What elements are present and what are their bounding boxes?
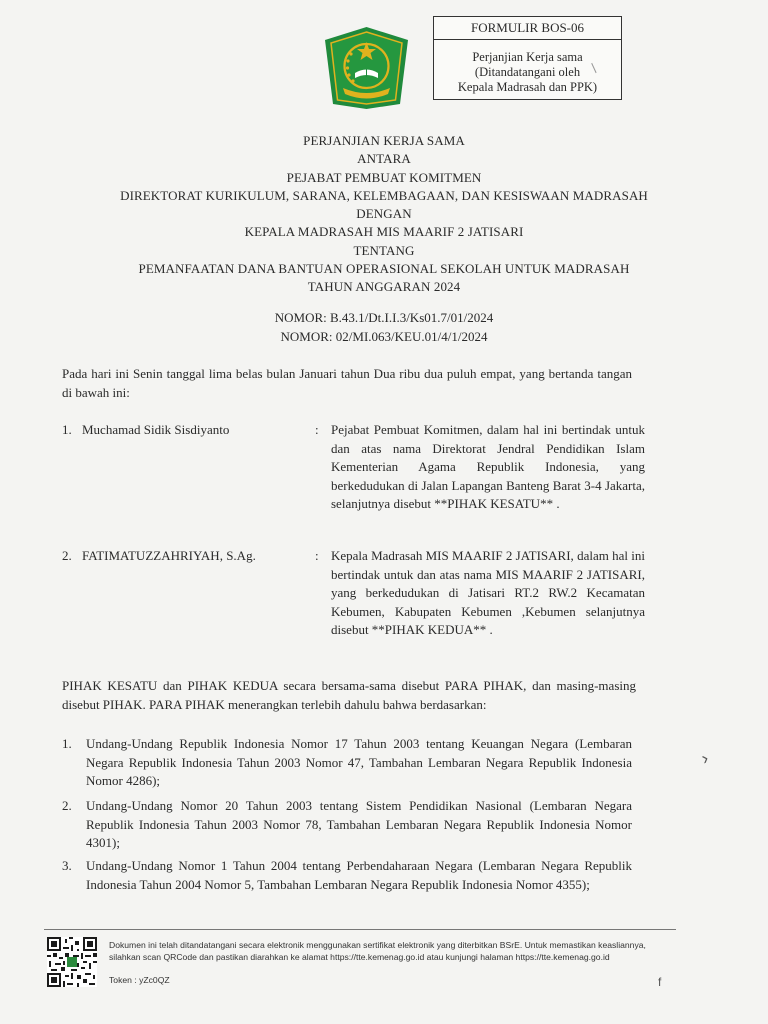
scan-mark: › [698, 747, 712, 769]
footer-token: Token : yZc0QZ [109, 975, 170, 985]
kemenag-logo-icon [324, 26, 409, 110]
footer-divider [44, 929, 676, 930]
party-colon: : [315, 422, 319, 437]
list-text: Undang-Undang Republik Indonesia Nomor 17 Tahun 2003 tentang Keuangan Negara (Lembaran Negara Republik Indonesia Tahun 2003 Nomor 47, Tambahan Lembaran Negara Republik Indonesia Nomor 4286); [86, 736, 632, 788]
title-line: ANTARA [357, 151, 411, 167]
qr-code-icon[interactable] [47, 937, 97, 987]
title-line: PEMANFAATAN DANA BANTUAN OPERASIONAL SEKOLAH UNTUK MADRASAH [138, 261, 630, 277]
party-name: Muchamad Sidik Sisdiyanto [82, 422, 230, 437]
party-name: FATIMATUZZAHRIYAH, S.Ag. [82, 548, 256, 563]
party-1 [62, 421, 646, 516]
list-number: 2. [62, 798, 72, 813]
title-line: TENTANG [353, 242, 415, 258]
title-line: TAHUN ANGGARAN 2024 [307, 279, 461, 295]
title-line: KEPALA MADRASAH MIS MAARIF 2 JATISARI [244, 224, 524, 240]
party-description: Pejabat Pembuat Komitmen, dalam hal ini bertindak untuk dan atas nama Direktorat Jendral Pendidikan Islam Kementerian Agama Republik Indonesia, yang berkedudukan di Jalan Lapangan Banteng Barat 3-4 Jakarta, selanjutnya disebut **PIHAK KESATU** . [331, 422, 645, 511]
title-line: DENGAN [356, 206, 412, 222]
list-number: 1. [62, 736, 72, 751]
list-text: Undang-Undang Nomor 20 Tahun 2003 tentang Sistem Pendidikan Nasional (Lembaran Negara Republik Indonesia Tahun 2003 Nomor 78, Tambahan Lembaran Negara Republik Indonesia Nomor 4301); [86, 798, 632, 850]
party-description: Kepala Madrasah MIS MAARIF 2 JATISARI, dalam hal ini bertindak untuk dan atas nama MIS MAARIF 2 JATISARI, yang berkedudukan di Jatisari RT.2 RW.2 Kecamatan Kebumen, Kabupaten Kebumen ,Kebumen selanjutnya disebut **PIHAK KEDUA** . [331, 548, 645, 637]
document-title [60, 132, 708, 297]
title-line: PEJABAT PEMBUAT KOMITMEN [286, 169, 482, 185]
form-code: FORMULIR BOS-06 [434, 17, 621, 40]
party-2 [62, 547, 646, 642]
party-number: 2. [62, 548, 72, 563]
form-desc-line: Kepala Madrasah dan PPK) [457, 80, 598, 94]
nomor-line: NOMOR: 02/MI.063/KEU.01/4/1/2024 [280, 328, 488, 344]
list-number: 3. [62, 858, 72, 873]
footer-disclaimer: Dokumen ini telah ditandatangani secara elektronik menggunakan sertifikat elektronik yang diterbitkan BSrE. Untuk memastikan keasliannya, silahkan scan QRCode dan pastikan diarahkan ke alamat https://tte.kemenag.go.id atau kunjungi halaman https://tte.kemenag.go.id [109, 940, 646, 963]
form-code-box [433, 16, 622, 100]
nomor-line: NOMOR: B.43.1/Dt.I.I.3/Ks01.7/01/2024 [274, 310, 494, 325]
form-desc-line: (Ditandatangani oleh [474, 65, 581, 79]
form-desc-line: Perjanjian Kerja sama [472, 50, 583, 64]
scan-mark: f [658, 975, 662, 989]
party-colon: : [315, 548, 319, 563]
para-pihak-paragraph: PIHAK KESATU dan PIHAK KEDUA secara bersama-sama disebut PARA PIHAK, dan masing-masing disebut PIHAK. PARA PIHAK menerangkan terlebih dahulu bahwa berdasarkan: [62, 678, 636, 712]
intro-paragraph: Pada hari ini Senin tanggal lima belas bulan Januari tahun Dua ribu dua puluh empat, yang bertanda tangan di bawah ini: [62, 366, 632, 400]
title-line: PERJANJIAN KERJA SAMA [303, 133, 465, 148]
title-line: DIREKTORAT KURIKULUM, SARANA, KELEMBAGAAN, DAN KESISWAAN MADRASAH [120, 187, 648, 203]
list-text: Undang-Undang Nomor 1 Tahun 2004 tentang Perbendaharaan Negara (Lembaran Negara Republik Indonesia Tahun 2004 Nomor 5, Tambahan Lembaran Negara Republik Indonesia Nomor 4355); [86, 858, 632, 892]
document-numbers [60, 309, 708, 346]
party-number: 1. [62, 422, 72, 437]
scan-mark: / [587, 60, 601, 76]
